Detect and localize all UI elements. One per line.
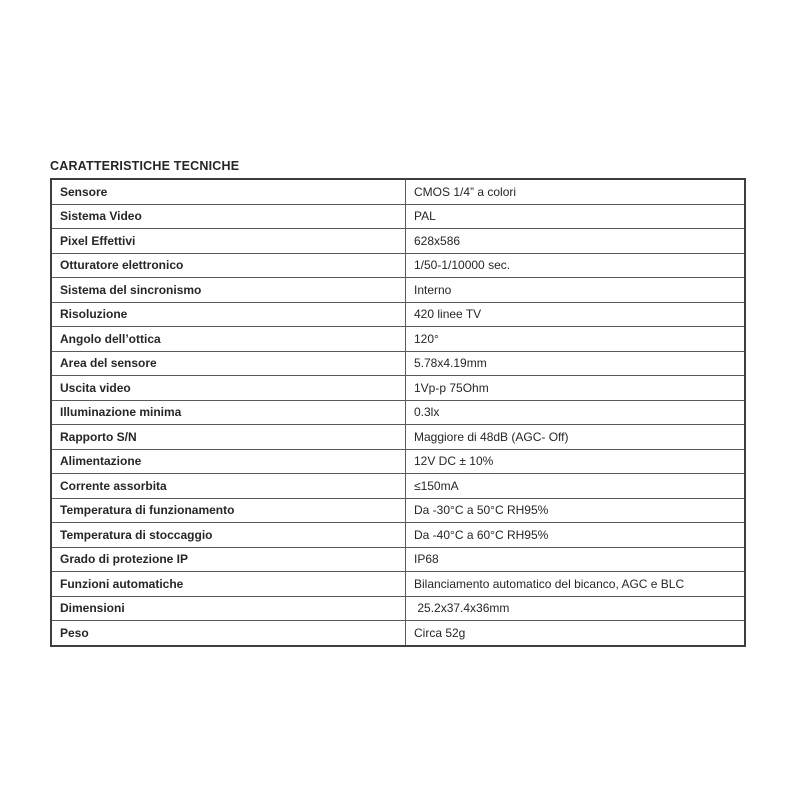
spec-label: Dimensioni xyxy=(51,596,406,621)
table-row xyxy=(51,400,745,425)
table-row xyxy=(51,449,745,474)
spec-label: Temperatura di funzionamento xyxy=(51,498,406,523)
table-row xyxy=(51,596,745,621)
spec-value: Bilanciamento automatico del bicanco, AGC e BLC xyxy=(406,572,746,597)
spec-label: Sensore xyxy=(51,179,406,204)
table-row xyxy=(51,302,745,327)
spec-value: Interno xyxy=(406,278,746,303)
table-row xyxy=(51,547,745,572)
spec-table-body xyxy=(51,179,745,646)
spec-label: Temperatura di stoccaggio xyxy=(51,523,406,548)
spec-value: 25.2x37.4x36mm xyxy=(406,596,746,621)
spec-value: Circa 52g xyxy=(406,621,746,646)
table-row xyxy=(51,278,745,303)
table-row xyxy=(51,572,745,597)
spec-label: Area del sensore xyxy=(51,351,406,376)
spec-label: Uscita video xyxy=(51,376,406,401)
spec-label: Corrente assorbita xyxy=(51,474,406,499)
spec-label: Risoluzione xyxy=(51,302,406,327)
table-row xyxy=(51,179,745,204)
spec-label: Rapporto S/N xyxy=(51,425,406,450)
spec-value: ≤150mA xyxy=(406,474,746,499)
spec-value: 628x586 xyxy=(406,229,746,254)
spec-value: PAL xyxy=(406,204,746,229)
spec-label: Angolo dell’ottica xyxy=(51,327,406,352)
spec-value: 420 linee TV xyxy=(406,302,746,327)
table-row xyxy=(51,351,745,376)
page-title: CARATTERISTICHE TECNICHE xyxy=(50,159,240,173)
spec-value: CMOS 1/4” a colori xyxy=(406,179,746,204)
spec-value: 120° xyxy=(406,327,746,352)
spec-label: Grado di protezione IP xyxy=(51,547,406,572)
spec-value: Maggiore di 48dB (AGC- Off) xyxy=(406,425,746,450)
spec-value: 1/50-1/10000 sec. xyxy=(406,253,746,278)
table-row xyxy=(51,621,745,646)
spec-label: Sistema del sincronismo xyxy=(51,278,406,303)
spec-label: Otturatore elettronico xyxy=(51,253,406,278)
spec-label: Funzioni automatiche xyxy=(51,572,406,597)
table-row xyxy=(51,474,745,499)
table-row xyxy=(51,229,745,254)
table-row xyxy=(51,376,745,401)
table-row xyxy=(51,523,745,548)
table-row xyxy=(51,253,745,278)
spec-value: 1Vp-p 75Ohm xyxy=(406,376,746,401)
spec-value: Da -30°C a 50°C RH95% xyxy=(406,498,746,523)
spec-label: Pixel Effettivi xyxy=(51,229,406,254)
spec-label: Illuminazione minima xyxy=(51,400,406,425)
spec-value: IP68 xyxy=(406,547,746,572)
spec-table xyxy=(50,178,746,647)
spec-value: Da -40°C a 60°C RH95% xyxy=(406,523,746,548)
table-row xyxy=(51,327,745,352)
spec-value: 0.3lx xyxy=(406,400,746,425)
spec-value: 12V DC ± 10% xyxy=(406,449,746,474)
spec-label: Alimentazione xyxy=(51,449,406,474)
spec-value: 5.78x4.19mm xyxy=(406,351,746,376)
table-row xyxy=(51,425,745,450)
table-row xyxy=(51,498,745,523)
spec-label: Peso xyxy=(51,621,406,646)
table-row xyxy=(51,204,745,229)
spec-label: Sistema Video xyxy=(51,204,406,229)
